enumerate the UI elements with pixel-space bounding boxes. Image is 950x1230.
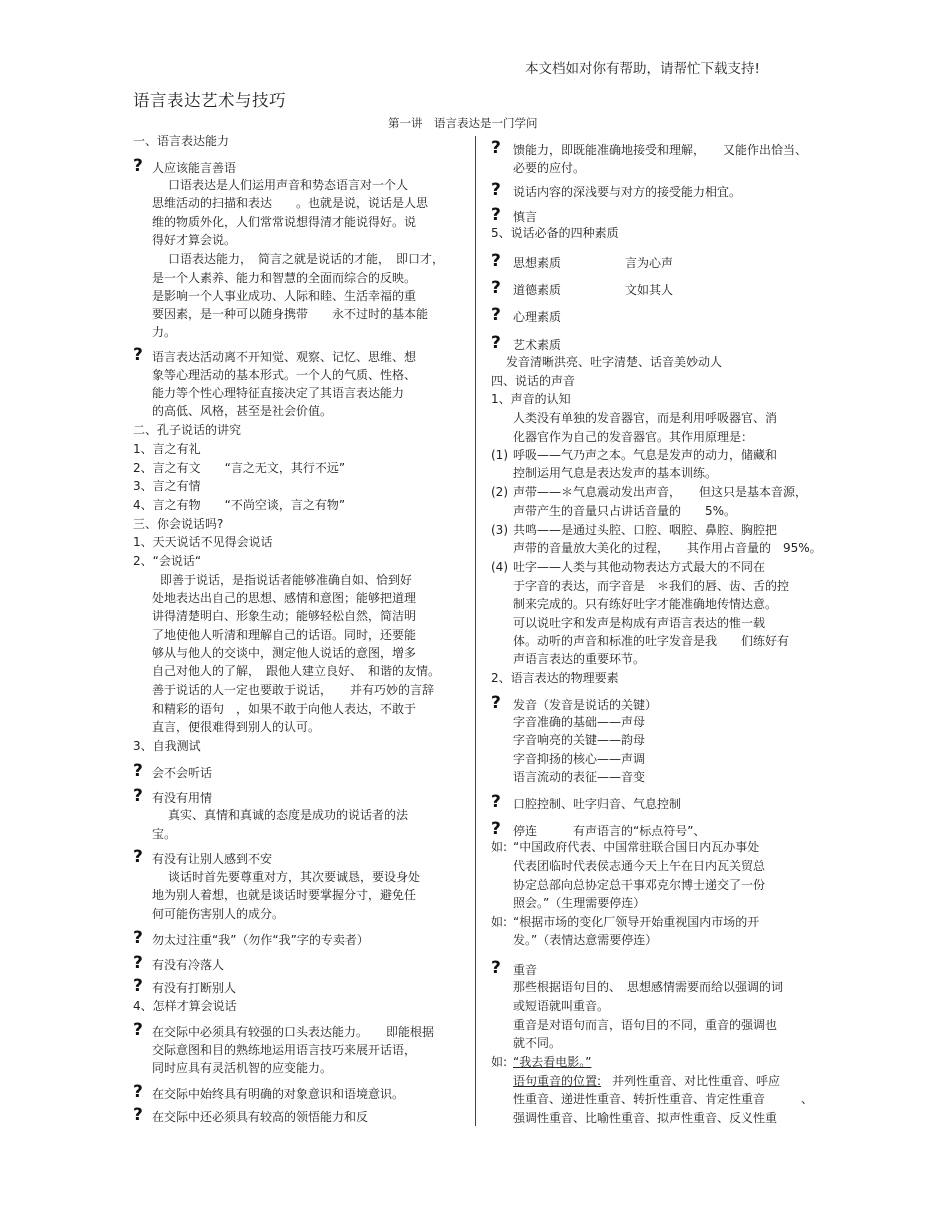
- paragraph-line: 呼吸——气乃声之本。气息是发声的动力，储藏和: [513, 448, 778, 462]
- paragraph-line: “中国政府代表、中国常驻联合国日内瓦办事处: [513, 840, 760, 854]
- bullet-text: 说话内容的深浅要与对方的接受能力相宜。: [513, 185, 742, 199]
- paragraph-line: 强调性重音、比喻性重音、拟声性重音、反义性重: [513, 1111, 778, 1125]
- bullet-text: 口腔控制、吐字归音、气息控制: [513, 797, 682, 811]
- paragraph-line: 共鸣——是通过头腔、口腔、咽腔、鼻腔、胸腔把: [513, 523, 778, 537]
- paragraph-line: 了地使他人听清和理解自己的话语。同时，还要能: [152, 628, 417, 642]
- paragraph-line: 直言，便很难得到别人的认可。: [152, 720, 321, 734]
- paragraph-line: 何可能伤害别人的成分。: [152, 907, 285, 921]
- example-label: 如:: [491, 1055, 508, 1069]
- question-mark-icon: ?: [133, 976, 143, 996]
- bullet-text: 重音: [513, 963, 538, 977]
- paragraph-line: 处地表达出自己的思想、感情和意图；能够把道理: [152, 591, 417, 605]
- bullet-text: 在交际中始终具有明确的对象意识和语境意识。: [152, 1087, 405, 1101]
- question-mark-icon: ?: [133, 1020, 143, 1040]
- question-mark-icon: ?: [491, 958, 501, 978]
- question-mark-icon: ?: [133, 953, 143, 973]
- list-item: 4、言之有物 “不尚空谈，言之有物”: [133, 498, 346, 512]
- paragraph-line: 在交际中必须具有较强的口头表达能力。 即能根据: [152, 1025, 435, 1039]
- paragraph-line: 是一个人素养、能力和智慧的全面而综合的反映。: [152, 271, 417, 285]
- bullet-text: 发音（发音是说话的关键）: [513, 698, 658, 712]
- paragraph-line: 要因素，是一种可以随身携带 永不过时的基本能: [152, 307, 429, 321]
- paragraph-line: 语言流动的表征——音变: [513, 770, 646, 784]
- list-number: (4): [491, 560, 508, 574]
- question-mark-icon: ?: [491, 333, 501, 353]
- paragraph-line: 协定总部向总协定总干事邓克尔博士递交了一份: [513, 878, 766, 892]
- bullet-text: 道德素质: [513, 283, 562, 297]
- bullet-text: 思想素质: [513, 256, 562, 270]
- paragraph-line: 自己对他人的了解， 跟他人建立良好、 和谐的友情。: [152, 664, 441, 678]
- list-item: 1、声音的认知: [491, 392, 571, 406]
- paragraph-line: 宝。: [152, 827, 177, 841]
- paragraph-line: 或短语就叫重音。: [513, 999, 610, 1013]
- bullet-text: 人应该能言善语: [152, 161, 237, 175]
- question-mark-icon: ?: [133, 847, 143, 867]
- paragraph-line: 交际意图和目的熟练地运用语言技巧来展开话语，: [152, 1043, 417, 1057]
- question-mark-icon: ?: [133, 1105, 143, 1125]
- bullet-text: 慎言: [513, 210, 538, 224]
- section-heading: 二、孔子说话的讲究: [133, 423, 242, 437]
- paragraph-line: 能力等个性心理特征直接决定了其语言表达能力: [152, 386, 405, 400]
- paragraph-line: 于字音的表达，而字音是 ＊我们的唇、齿、舌的控: [513, 579, 790, 593]
- paragraph-line: 讲得清楚明白、形象生动；能够轻松自然，简洁明: [152, 609, 417, 623]
- bullet-text: 文如其人: [625, 283, 674, 297]
- paragraph-line: 发音清晰洪亮、吐字清楚、话音美妙动人: [506, 355, 723, 369]
- example-text: “我去看电影。”: [513, 1055, 592, 1069]
- list-item: 1、天天说话不见得会说话: [133, 535, 273, 549]
- paragraph-line: 发。”（表情达意需要停连）: [513, 933, 658, 947]
- paragraph-line: 够从与他人的交谈中，测定他人说话的意图，增多: [152, 646, 417, 660]
- question-mark-icon: ?: [491, 138, 501, 158]
- paragraph-line: 是影响一个人事业成功、人际和睦、生活幸福的重: [152, 289, 417, 303]
- paragraph-line: 声带产生的音量只占讲话音量的 5%。: [513, 504, 737, 518]
- bullet-text: 艺术素质: [513, 338, 562, 352]
- column-divider: [475, 136, 476, 1126]
- list-item: 1、言之有礼: [133, 442, 201, 456]
- document-title: 语言表达艺术与技巧: [133, 91, 286, 110]
- paragraph-line: 就不同。: [513, 1036, 562, 1050]
- question-mark-icon: ?: [133, 345, 143, 365]
- paragraph-line: 语言表达活动离不开知觉、观察、记忆、思维、想: [152, 350, 417, 364]
- paragraph-line: 性重音、递进性重音、转折性重音、肯定性重音 、: [513, 1092, 814, 1106]
- example-label: 如:: [491, 915, 508, 929]
- example-label: 如:: [491, 840, 508, 854]
- question-mark-icon: ?: [491, 278, 501, 298]
- section-heading: 一、语言表达能力: [133, 134, 230, 148]
- paragraph-line: 化器官作为自己的发音器官。其作用原理是：: [513, 430, 754, 444]
- paragraph-line: 得好才算会说。: [152, 233, 237, 247]
- paragraph-line: 的高低、风格，甚至是社会价值。: [152, 404, 333, 418]
- question-mark-icon: ?: [491, 180, 501, 200]
- paragraph-line: 即善于说话，是指说话者能够准确自如、恰到好: [160, 573, 413, 587]
- paragraph-line: 吐字——人类与其他动物表达方式最大的不同在: [513, 560, 766, 574]
- bullet-text: 停连 有声语言的“标点符号”、: [513, 824, 706, 838]
- paragraph-line: 声带——＊气息震动发出声音， 但这只是基本音源，: [513, 485, 808, 499]
- paragraph-line: 控制运用气息是表达发声的基本训练。: [513, 466, 718, 480]
- bullet-text: 有没有冷落人: [152, 958, 225, 972]
- question-mark-icon: ?: [491, 792, 501, 812]
- paragraph-line: 同时应具有灵活机智的应变能力。: [152, 1061, 333, 1075]
- list-number: (3): [491, 523, 508, 537]
- paragraph-line: 字音抑扬的核心——声调: [513, 752, 646, 766]
- bullet-text: 有没有用情: [152, 791, 213, 805]
- bullet-text: 心理素质: [513, 310, 562, 324]
- question-mark-icon: ?: [491, 251, 501, 271]
- paragraph-line: 思维活动的扫描和表达 。也就是说，说话是人思: [152, 196, 429, 210]
- paragraph-line: 字音响亮的关键——韵母: [513, 733, 646, 747]
- list-item: 4、怎样才算会说话: [133, 999, 237, 1013]
- question-mark-icon: ?: [133, 156, 143, 176]
- question-mark-icon: ?: [491, 693, 501, 713]
- paragraph-line: 字音准确的基础——声母: [513, 715, 646, 729]
- question-mark-icon: ?: [133, 1082, 143, 1102]
- paragraph-line: 和精彩的语句 ，如果不敢于向他人表达，不敢于: [152, 702, 417, 716]
- paragraph-line: 声带的音量放大美化的过程， 其作用占音量的 95%。: [513, 541, 822, 555]
- paragraph-line: “根据市场的变化厂领导开始重视国内市场的开: [513, 915, 760, 929]
- paragraph-line: 照会。”（生理需要停连）: [513, 896, 646, 910]
- question-mark-icon: ?: [133, 928, 143, 948]
- paragraph-line: 维的物质外化，人们常常说想得清才能说得好。说: [152, 215, 417, 229]
- paragraph-line: 制来完成的。只有练好吐字才能准确地传情达意。: [513, 597, 778, 611]
- list-item: 3、言之有情: [133, 479, 201, 493]
- paragraph-line: 可以说吐字和发声是构成有声语言表达的惟一载: [513, 616, 766, 630]
- paragraph-line: 那些根据语句目的、 思想感情需要而给以强调的词: [513, 980, 784, 994]
- list-number: (1): [491, 448, 508, 462]
- question-mark-icon: ?: [491, 819, 501, 839]
- list-item: 2、语言表达的物理要素: [491, 671, 619, 685]
- question-mark-icon: ?: [491, 305, 501, 325]
- paragraph-line: 真实、真情和真诚的态度是成功的说话者的法: [168, 808, 409, 822]
- paragraph-line: 象等心理活动的基本形式。一个人的气质、性格、: [152, 368, 417, 382]
- question-mark-icon: ?: [133, 786, 143, 806]
- list-item: 2、言之有文 “言之无文，其行不远”: [133, 461, 346, 475]
- section-heading: 四、说话的声音: [491, 374, 576, 388]
- bullet-text: 勿太过注重“我”（勿作“我”字的专卖者）: [152, 933, 369, 947]
- paragraph-line: 声语言表达的重要环节。: [513, 652, 646, 666]
- paragraph-line: 谈话时首先要尊重对方，其次要诚恳，要设身处: [168, 870, 421, 884]
- list-item: 5、说话必备的四种素质: [491, 226, 619, 240]
- paragraph-line: 必要的应付。: [513, 161, 586, 175]
- lecture-title: 第一讲 语言表达是一门学问: [388, 116, 538, 130]
- paragraph-line: 代表团临时代表侯志通今天上午在日内瓦关贸总: [513, 859, 766, 873]
- section-heading: 三、你会说话吗?: [133, 517, 224, 531]
- list-item: 2、“会说话“: [133, 554, 202, 568]
- bullet-text: 会不会听话: [152, 766, 213, 780]
- paragraph-line: 善于说话的人一定也要敢于说话， 并有巧妙的言辞: [152, 683, 435, 697]
- paragraph-line: 力。: [152, 325, 177, 339]
- bullet-text: 言为心声: [625, 256, 674, 270]
- stress-position-label: 语句重音的位置:: [513, 1074, 602, 1088]
- paragraph-line: 并列性重音、对比性重音、呼应: [612, 1074, 781, 1088]
- bullet-text: 有没有让别人感到不安: [152, 852, 273, 866]
- paragraph-line: 地为别人着想，也就是谈话时要掌握分寸，避免任: [152, 888, 417, 902]
- paragraph-line: 口语表达能力， 简言之就是说话的才能， 即口才，: [168, 252, 445, 266]
- paragraph-line: 馈能力，即既能准确地接受和理解， 又能作出恰当、: [513, 143, 808, 157]
- paragraph-line: 体。动听的声音和标准的吐字发音是我 们练好有: [513, 634, 790, 648]
- bullet-text: 有没有打断别人: [152, 981, 237, 995]
- paragraph-line: 口语表达是人们运用声音和势态语言对一个人: [168, 178, 409, 192]
- bullet-text: 在交际中还必须具有较高的领悟能力和反: [152, 1110, 369, 1124]
- question-mark-icon: ?: [491, 205, 501, 225]
- paragraph-line: 重音是对语句而言，语句目的不同，重音的强调也: [513, 1018, 778, 1032]
- list-number: (2): [491, 485, 508, 499]
- download-notice: 本文档如对你有帮助，请帮忙下载支持!: [525, 61, 760, 77]
- paragraph-line: 人类没有单独的发音器官，而是利用呼吸器官、消: [513, 411, 778, 425]
- question-mark-icon: ?: [133, 761, 143, 781]
- list-item: 3、自我测试: [133, 739, 201, 753]
